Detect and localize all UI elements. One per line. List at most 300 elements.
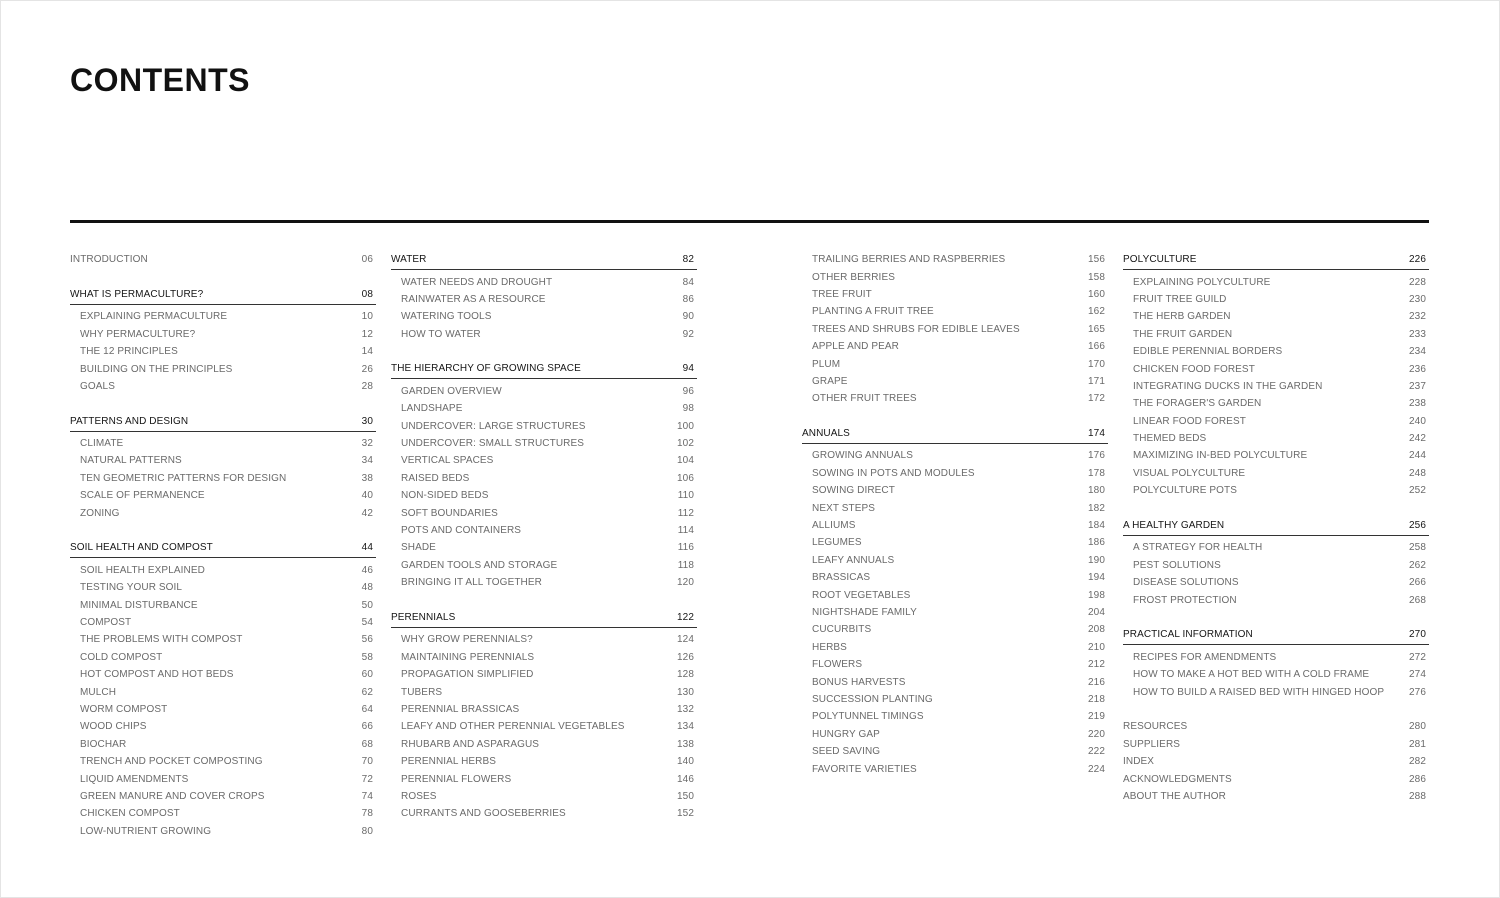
toc-page-number: 286	[1409, 773, 1426, 785]
toc-item[interactable]	[391, 557, 697, 574]
spacer	[802, 408, 1108, 425]
toc-page-number: 190	[1088, 554, 1105, 566]
toc-label: MINIMAL DISTURBANCE	[80, 599, 198, 611]
toc-label: CHICKEN COMPOST	[80, 808, 180, 820]
toc-item[interactable]	[1123, 291, 1429, 308]
toc-page-number: 60	[361, 669, 373, 681]
toc-label: WHY PERMACULTURE?	[80, 328, 196, 340]
toc-page-number: 86	[682, 293, 694, 305]
toc-item[interactable]	[391, 649, 697, 666]
toc-item[interactable]	[391, 631, 697, 648]
toc-item[interactable]	[391, 718, 697, 735]
toc-page-number: 10	[361, 311, 373, 323]
toc-item[interactable]	[70, 343, 376, 360]
toc-item[interactable]	[391, 666, 697, 683]
toc-page-number: 165	[1088, 323, 1105, 335]
toc-page-number: 222	[1088, 746, 1105, 758]
toc-page-number: 158	[1088, 271, 1105, 283]
toc-item[interactable]	[70, 360, 376, 377]
toc-page-number: 102	[677, 438, 694, 450]
toc-page-number: 116	[677, 542, 694, 554]
toc-page-number: 30	[361, 415, 373, 427]
toc-section-heading[interactable]	[802, 425, 1108, 444]
toc-label: EDIBLE PERENNIAL BORDERS	[1133, 346, 1283, 358]
toc-page-number: 268	[1409, 594, 1426, 606]
toc-label: WORM COMPOST	[80, 703, 168, 715]
toc-label: NEXT STEPS	[812, 502, 876, 514]
toc-label: POTS AND CONTAINERS	[401, 525, 522, 537]
toc-page-number: 219	[1088, 711, 1105, 723]
toc-label: WATERING TOOLS	[401, 311, 492, 323]
toc-label: NATURAL PATTERNS	[80, 455, 182, 467]
toc-page-number: 272	[1409, 651, 1426, 663]
toc-item[interactable]	[1123, 539, 1429, 556]
toc-label: WATER NEEDS AND DROUGHT	[401, 276, 553, 288]
toc-label: WHAT IS PERMACULTURE?	[70, 288, 204, 300]
toc-label: VISUAL POLYCULTURE	[1133, 467, 1246, 479]
toc-section-heading[interactable]	[70, 539, 376, 558]
toc-label: NON-SIDED BEDS	[401, 490, 489, 502]
toc-section-heading[interactable]	[1123, 251, 1429, 270]
spacer	[70, 522, 376, 539]
toc-item[interactable]	[802, 447, 1108, 464]
toc-label: GARDEN OVERVIEW	[401, 385, 502, 397]
toc-label: LINEAR FOOD FOREST	[1133, 415, 1246, 427]
toc-label: ALLIUMS	[812, 520, 856, 532]
toc-section-heading[interactable]	[391, 360, 697, 379]
toc-item[interactable]	[802, 639, 1108, 656]
toc-column-3	[802, 251, 1108, 778]
toc-page-number: 72	[361, 773, 373, 785]
toc-item[interactable]	[70, 504, 376, 521]
toc-page-number: 140	[677, 756, 694, 768]
toc-label: TRAILING BERRIES AND RASPBERRIES	[812, 254, 1006, 266]
toc-item[interactable]	[391, 539, 697, 556]
toc-label: OTHER BERRIES	[812, 271, 895, 283]
toc-page-number: 74	[361, 790, 373, 802]
toc-item[interactable]	[391, 770, 697, 787]
toc-page-number: 92	[682, 328, 694, 340]
spacer	[1123, 701, 1429, 718]
toc-label: BONUS HARVESTS	[812, 676, 906, 688]
toc-page-number: 68	[361, 738, 373, 750]
toc-item[interactable]	[802, 303, 1108, 320]
toc-label: COMPOST	[80, 617, 132, 628]
toc-label: BIOCHAR	[80, 738, 127, 750]
toc-label: PERENNIAL FLOWERS	[401, 773, 512, 785]
toc-label: DISEASE SOLUTIONS	[1133, 577, 1239, 589]
toc-label: PLANTING A FRUIT TREE	[812, 306, 934, 318]
toc-column-2	[391, 251, 697, 823]
toc-label: LANDSHAPE	[401, 403, 463, 415]
toc-item[interactable]	[70, 718, 376, 735]
toc-column-4	[1123, 251, 1429, 805]
toc-label: PEST SOLUTIONS	[1133, 559, 1221, 571]
toc-item[interactable]	[1123, 447, 1429, 464]
toc-item[interactable]	[70, 452, 376, 469]
toc-item[interactable]	[70, 579, 376, 596]
toc-page-number: 220	[1088, 728, 1105, 740]
toc-item[interactable]	[802, 569, 1108, 586]
toc-item[interactable]	[802, 338, 1108, 355]
toc-label: SUPPLIERS	[1123, 738, 1181, 750]
toc-label: RHUBARB AND ASPARAGUS	[401, 738, 540, 750]
toc-item[interactable]	[802, 465, 1108, 482]
toc-label: RECIPES FOR AMENDMENTS	[1133, 651, 1277, 663]
toc-item[interactable]	[1123, 482, 1429, 499]
spacer	[1123, 609, 1429, 626]
toc-item[interactable]	[391, 487, 697, 504]
toc-item[interactable]	[391, 753, 697, 770]
toc-page-number: 06	[361, 254, 373, 266]
toc-page-number: 82	[682, 254, 694, 265]
toc-label: TUBERS	[401, 686, 443, 698]
toc-page-number: 178	[1088, 467, 1105, 479]
toc-item[interactable]	[70, 596, 376, 613]
toc-label: PRACTICAL INFORMATION	[1123, 629, 1253, 641]
toc-label: HOW TO MAKE A HOT BED WITH A COLD FRAME	[1133, 669, 1370, 681]
toc-page-number: 12	[361, 328, 373, 340]
toc-page-number: 198	[1088, 589, 1105, 601]
toc-item[interactable]	[70, 487, 376, 504]
toc-page-number: 274	[1409, 669, 1426, 681]
toc-page-number: 80	[361, 825, 373, 837]
toc-label: THE HERB GARDEN	[1133, 311, 1231, 323]
toc-page-number: 40	[361, 490, 373, 502]
toc-entry[interactable]	[1123, 718, 1429, 735]
toc-section-heading[interactable]	[70, 286, 376, 305]
toc-label: MAINTAINING PERENNIALS	[401, 651, 535, 663]
toc-item[interactable]	[1123, 591, 1429, 608]
toc-item[interactable]	[70, 649, 376, 666]
toc-entry[interactable]	[70, 251, 376, 268]
toc-page-number: 14	[361, 346, 373, 358]
toc-item[interactable]	[1123, 557, 1429, 574]
toc-page-number: 90	[682, 311, 694, 323]
toc-item[interactable]	[70, 770, 376, 787]
toc-item[interactable]	[1123, 413, 1429, 430]
toc-page-number: 08	[361, 288, 373, 300]
toc-page-number: 180	[1088, 485, 1105, 497]
toc-item[interactable]	[391, 736, 697, 753]
toc-page-number: 170	[1088, 358, 1105, 370]
toc-page-number: 208	[1088, 624, 1105, 636]
toc-entry[interactable]	[1123, 770, 1429, 787]
toc-item[interactable]	[391, 788, 697, 805]
toc-label: ZONING	[80, 507, 120, 519]
title-rule	[70, 220, 1429, 223]
toc-label: INTRODUCTION	[70, 254, 148, 266]
toc-page-number: 66	[361, 721, 373, 733]
toc-item[interactable]	[1123, 308, 1429, 325]
toc-page-number: 172	[1088, 393, 1105, 405]
toc-label: TEN GEOMETRIC PATTERNS FOR DESIGN	[80, 472, 287, 484]
toc-page-number: 238	[1409, 398, 1426, 410]
toc-item[interactable]	[1123, 683, 1429, 700]
toc-item[interactable]	[70, 805, 376, 822]
toc-page-number: 176	[1088, 450, 1105, 462]
toc-page-number: 282	[1409, 756, 1426, 768]
toc-item[interactable]	[391, 273, 697, 290]
toc-page-number: 104	[677, 455, 694, 467]
toc-label: CUCURBITS	[812, 624, 872, 636]
toc-item[interactable]	[391, 701, 697, 718]
toc-page-number: 42	[361, 507, 373, 519]
toc-page-number: 281	[1409, 738, 1426, 750]
toc-page-number: 120	[677, 577, 694, 589]
toc-item[interactable]	[70, 736, 376, 753]
toc-page-number: 288	[1409, 790, 1426, 802]
toc-page-number: 162	[1088, 306, 1105, 318]
toc-item[interactable]	[802, 355, 1108, 372]
toc-page-number: 62	[361, 686, 373, 698]
toc-section-heading[interactable]	[391, 609, 697, 628]
toc-label: LOW-NUTRIENT GROWING	[80, 825, 212, 837]
toc-page-number: 171	[1088, 375, 1105, 387]
toc-page-number: 130	[677, 686, 694, 698]
toc-item[interactable]	[802, 760, 1108, 777]
toc-label: POLYCULTURE POTS	[1133, 485, 1238, 497]
toc-item[interactable]	[391, 435, 697, 452]
toc-item[interactable]	[70, 683, 376, 700]
toc-item[interactable]	[1123, 430, 1429, 447]
toc-label: RAISED BEDS	[401, 472, 470, 484]
toc-section-heading[interactable]	[1123, 517, 1429, 536]
toc-item[interactable]	[1123, 360, 1429, 377]
toc-entry[interactable]	[1123, 736, 1429, 753]
toc-entry[interactable]	[1123, 788, 1429, 805]
toc-item[interactable]	[70, 666, 376, 683]
toc-item[interactable]	[802, 586, 1108, 603]
toc-page-number: 138	[677, 738, 694, 750]
toc-label: PLUM	[812, 358, 841, 370]
toc-page-number: 46	[361, 564, 373, 576]
toc-item[interactable]	[391, 308, 697, 325]
toc-label: LEAFY AND OTHER PERENNIAL VEGETABLES	[401, 721, 625, 733]
toc-item[interactable]	[70, 614, 376, 631]
toc-label: SEED SAVING	[812, 746, 881, 758]
toc-label: MULCH	[80, 686, 117, 698]
toc-item[interactable]	[802, 373, 1108, 390]
toc-page-number: 100	[677, 420, 694, 432]
toc-item[interactable]	[391, 452, 697, 469]
spacer	[391, 591, 697, 608]
toc-item[interactable]	[802, 604, 1108, 621]
toc-label: GRAPE	[812, 375, 848, 387]
toc-label: THE FORAGER'S GARDEN	[1133, 398, 1262, 410]
toc-label: ABOUT THE AUTHOR	[1123, 790, 1226, 802]
toc-page-number: 174	[1088, 427, 1105, 439]
spacer	[70, 395, 376, 412]
toc-item[interactable]	[70, 326, 376, 343]
toc-item[interactable]	[802, 708, 1108, 725]
toc-label: UNDERCOVER: LARGE STRUCTURES	[401, 420, 586, 432]
toc-item[interactable]	[70, 435, 376, 452]
toc-page-number: 234	[1409, 346, 1426, 358]
toc-item[interactable]	[1123, 465, 1429, 482]
toc-item[interactable]	[802, 656, 1108, 673]
toc-item[interactable]	[1123, 273, 1429, 290]
toc-label: EXPLAINING PERMACULTURE	[80, 311, 228, 323]
toc-label: CURRANTS AND GOOSEBERRIES	[401, 808, 566, 820]
toc-page-number: 212	[1088, 659, 1105, 671]
toc-label: SOWING IN POTS AND MODULES	[812, 467, 975, 479]
toc-page-number: 98	[682, 403, 694, 415]
toc-label: INTEGRATING DUCKS IN THE GARDEN	[1133, 380, 1323, 392]
toc-page-number: 230	[1409, 293, 1426, 305]
toc-label: ROOT VEGETABLES	[812, 589, 911, 601]
toc-item[interactable]	[802, 552, 1108, 569]
toc-item[interactable]	[70, 701, 376, 718]
toc-item[interactable]	[70, 788, 376, 805]
toc-label: OTHER FRUIT TREES	[812, 393, 917, 405]
toc-page-number: 276	[1409, 686, 1426, 698]
toc-item[interactable]	[802, 499, 1108, 516]
toc-page-number: 218	[1088, 693, 1105, 705]
toc-item[interactable]	[391, 504, 697, 521]
toc-item[interactable]	[802, 691, 1108, 708]
toc-page-number: 134	[677, 721, 694, 733]
toc-page-number: 270	[1409, 629, 1426, 641]
toc-item[interactable]	[1123, 666, 1429, 683]
toc-label: A HEALTHY GARDEN	[1123, 519, 1225, 531]
toc-label: WATER	[391, 254, 427, 265]
toc-page-number: 34	[361, 455, 373, 467]
toc-label: INDEX	[1123, 756, 1155, 768]
toc-page-number: 146	[677, 773, 694, 785]
toc-item[interactable]	[1123, 378, 1429, 395]
toc-page-number: 266	[1409, 577, 1426, 589]
toc-item[interactable]	[70, 753, 376, 770]
toc-page-number: 216	[1088, 676, 1105, 688]
toc-item[interactable]	[802, 268, 1108, 285]
toc-item[interactable]	[391, 326, 697, 343]
toc-label: UNDERCOVER: SMALL STRUCTURES	[401, 438, 585, 450]
toc-section-heading[interactable]	[1123, 626, 1429, 645]
toc-column-1	[70, 251, 376, 840]
toc-label: WOOD CHIPS	[80, 721, 147, 733]
toc-label: HOT COMPOST AND HOT BEDS	[80, 669, 234, 681]
toc-label: ACKNOWLEDGMENTS	[1123, 773, 1232, 785]
toc-page-number: 160	[1088, 288, 1105, 300]
toc-label: BRASSICAS	[812, 572, 871, 584]
toc-label: NIGHTSHADE FAMILY	[812, 607, 917, 618]
toc-label: POLYCULTURE	[1123, 254, 1197, 265]
toc-label: GREEN MANURE AND COVER CROPS	[80, 790, 265, 802]
toc-page-number: 106	[677, 472, 694, 484]
toc-item[interactable]	[802, 743, 1108, 760]
toc-label: TREE FRUIT	[812, 288, 872, 300]
toc-item[interactable]	[391, 683, 697, 700]
toc-page-number: 126	[677, 651, 694, 663]
toc-section-heading[interactable]	[391, 251, 697, 270]
toc-item[interactable]	[802, 321, 1108, 338]
toc-label: ROSES	[401, 790, 437, 802]
toc-item[interactable]	[70, 378, 376, 395]
toc-page-number: 122	[677, 611, 694, 623]
toc-item[interactable]	[391, 400, 697, 417]
toc-item[interactable]	[391, 805, 697, 822]
toc-page-number: 194	[1088, 572, 1105, 584]
spacer	[391, 343, 697, 360]
toc-label: PERENNIAL HERBS	[401, 756, 497, 768]
toc-page-number: 38	[361, 472, 373, 484]
toc-page-number: 132	[677, 703, 694, 715]
toc-label: FRUIT TREE GUILD	[1133, 293, 1227, 305]
toc-item[interactable]	[802, 621, 1108, 638]
toc-page-number: 28	[361, 380, 373, 392]
toc-label: COLD COMPOST	[80, 651, 163, 663]
toc-label: PERENNIALS	[391, 611, 456, 623]
toc-page-number: 228	[1409, 276, 1426, 288]
toc-page-number: 94	[682, 363, 694, 375]
toc-label: FAVORITE VARIETIES	[812, 763, 917, 775]
toc-item[interactable]	[802, 482, 1108, 499]
toc-item[interactable]	[802, 251, 1108, 268]
toc-item[interactable]	[1123, 395, 1429, 412]
toc-label: CLIMATE	[80, 438, 124, 450]
toc-page-number: 256	[1409, 519, 1426, 531]
toc-label: TRENCH AND POCKET COMPOSTING	[80, 756, 263, 768]
toc-item[interactable]	[802, 286, 1108, 303]
toc-label: APPLE AND PEAR	[812, 341, 899, 353]
toc-label: CHICKEN FOOD FOREST	[1133, 363, 1255, 375]
toc-item[interactable]	[70, 631, 376, 648]
toc-item[interactable]	[391, 470, 697, 487]
toc-label: HOW TO WATER	[401, 328, 481, 340]
toc-item[interactable]	[802, 534, 1108, 551]
toc-label: GROWING ANNUALS	[812, 450, 913, 462]
toc-item[interactable]	[802, 390, 1108, 407]
toc-label: SUCCESSION PLANTING	[812, 693, 933, 705]
toc-section-heading[interactable]	[70, 413, 376, 432]
toc-item[interactable]	[802, 726, 1108, 743]
toc-label: SCALE OF PERMANENCE	[80, 490, 205, 502]
toc-label: FROST PROTECTION	[1133, 594, 1237, 606]
toc-label: THE 12 PRINCIPLES	[80, 346, 178, 358]
toc-item[interactable]	[391, 418, 697, 435]
toc-label: A STRATEGY FOR HEALTH	[1133, 542, 1263, 554]
toc-item[interactable]	[1123, 326, 1429, 343]
toc-item[interactable]	[391, 522, 697, 539]
toc-item[interactable]	[70, 470, 376, 487]
toc-label: THE PROBLEMS WITH COMPOST	[80, 634, 243, 646]
spacer	[70, 268, 376, 285]
toc-entry[interactable]	[1123, 753, 1429, 770]
toc-page-number: 166	[1088, 341, 1105, 353]
toc-item[interactable]	[1123, 649, 1429, 666]
toc-page-number: 58	[361, 651, 373, 663]
toc-item[interactable]	[802, 517, 1108, 534]
toc-item[interactable]	[391, 574, 697, 591]
toc-page-number: 182	[1088, 502, 1105, 514]
toc-page-number: 112	[677, 507, 694, 519]
toc-item[interactable]	[70, 308, 376, 325]
toc-page-number: 78	[361, 808, 373, 820]
toc-item[interactable]	[1123, 574, 1429, 591]
toc-item[interactable]	[391, 383, 697, 400]
toc-item[interactable]	[70, 562, 376, 579]
toc-label: HOW TO BUILD A RAISED BED WITH HINGED HOOP	[1133, 686, 1385, 698]
toc-page-number: 236	[1409, 363, 1426, 375]
toc-item[interactable]	[802, 673, 1108, 690]
toc-page-number: 128	[677, 669, 694, 681]
toc-item[interactable]	[391, 291, 697, 308]
toc-page-number: 226	[1409, 254, 1426, 265]
toc-item[interactable]	[70, 823, 376, 840]
toc-item[interactable]	[1123, 343, 1429, 360]
toc-label: BUILDING ON THE PRINCIPLES	[80, 363, 233, 375]
